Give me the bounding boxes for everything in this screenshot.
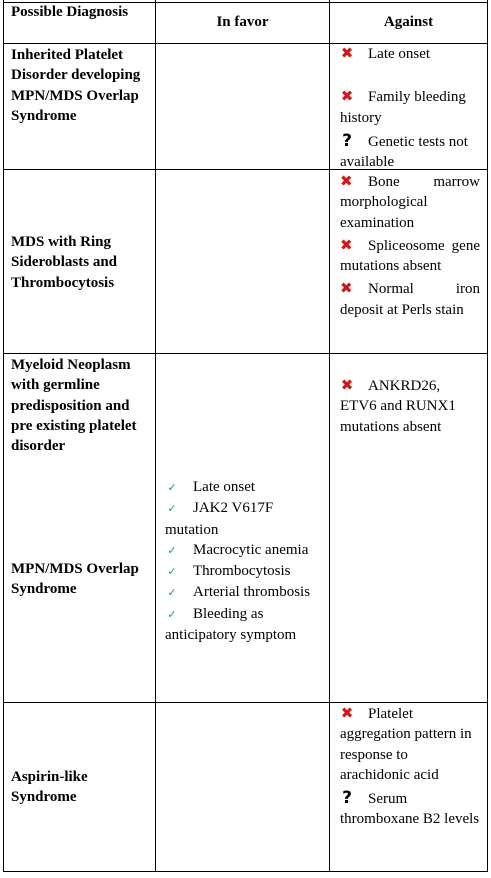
list-item: ✖ Bone marrow morphological examination [340,172,480,231]
list-item: ✓ Macrocytic anemia [165,540,325,561]
against-list-row-1 [340,43,480,172]
green-check-icon: ✓ [167,543,177,557]
in-favor-list-row-3 [165,477,325,645]
list-item: ✖ Normal iron deposit at Perls stain [340,279,480,318]
list-item: ✖ ANKRD26, ETV6 and RUNX1 mutations absent [340,376,456,435]
against-list-row-2 [340,171,480,320]
list-item: ✓ Late onset [165,477,325,498]
question-mark-icon: ? [342,130,352,151]
green-check-icon: ✓ [167,586,177,600]
list-item: ✖ Family bleeding history [340,87,466,126]
red-cross-icon: ✖ [340,704,354,722]
list-item: ✖ Platelet aggregation pattern in response to arachidonic acid [340,704,472,783]
list-item: ? Serum thromboxane B2 levels [340,788,480,828]
diagnosis-aspirin-like-syndrome: Aspirin-like Syndrome [11,769,88,806]
header-in-favor: In favor [216,14,269,30]
red-cross-icon: ✖ [340,87,354,106]
table-border-left [3,0,4,872]
list-item: ✓ Thrombocytosis [165,561,325,582]
red-cross-icon: ✖ [340,235,353,254]
list-item: ? Genetic tests not available [340,130,468,171]
against-list-row-4 [340,703,480,830]
table-border-right [487,0,488,872]
green-check-icon: ✓ [167,607,177,621]
list-item: ✖ Late onset [340,44,431,62]
diagnosis-myeloid-neoplasm: Myeloid Neoplasm with germline predisposition and pre existing platelet disorder [11,357,137,455]
green-check-icon: ✓ [167,502,177,516]
row-divider-2 [3,353,488,354]
list-item: ✖ Spliceosome gene mutations absent [340,235,480,275]
green-check-icon: ✓ [167,565,177,579]
list-item: ✓ Bleeding as anticipatory symptom [165,605,297,644]
red-cross-icon: ✖ [340,44,354,62]
diagnosis-mds-ring-sideroblasts: MDS with Ring Sideroblasts and Thrombocytosis [11,234,118,291]
header-diagnosis: Possible Diagnosis [11,4,129,20]
table-border-bottom [3,871,488,872]
red-cross-icon: ✖ [340,376,354,394]
diagnosis-mpn-mds-overlap: MPN/MDS Overlap Syndrome [11,561,139,598]
red-cross-icon: ✖ [340,279,353,298]
list-item: ✓ Arterial thrombosis [165,582,325,603]
diagnosis-inherited-platelet-disorder: Inherited Platelet Disorder developing MPN/MDS Overlap Syndrome [11,47,141,124]
column-divider-2 [329,0,330,872]
against-list-row-3 [340,375,480,437]
list-item: ✓ JAK2 V617F mutation [165,500,274,538]
green-check-icon: ✓ [167,481,177,494]
header-against: Against [383,14,434,30]
question-mark-icon: ? [342,788,352,809]
red-cross-icon: ✖ [340,172,353,190]
column-divider-1 [155,0,156,872]
